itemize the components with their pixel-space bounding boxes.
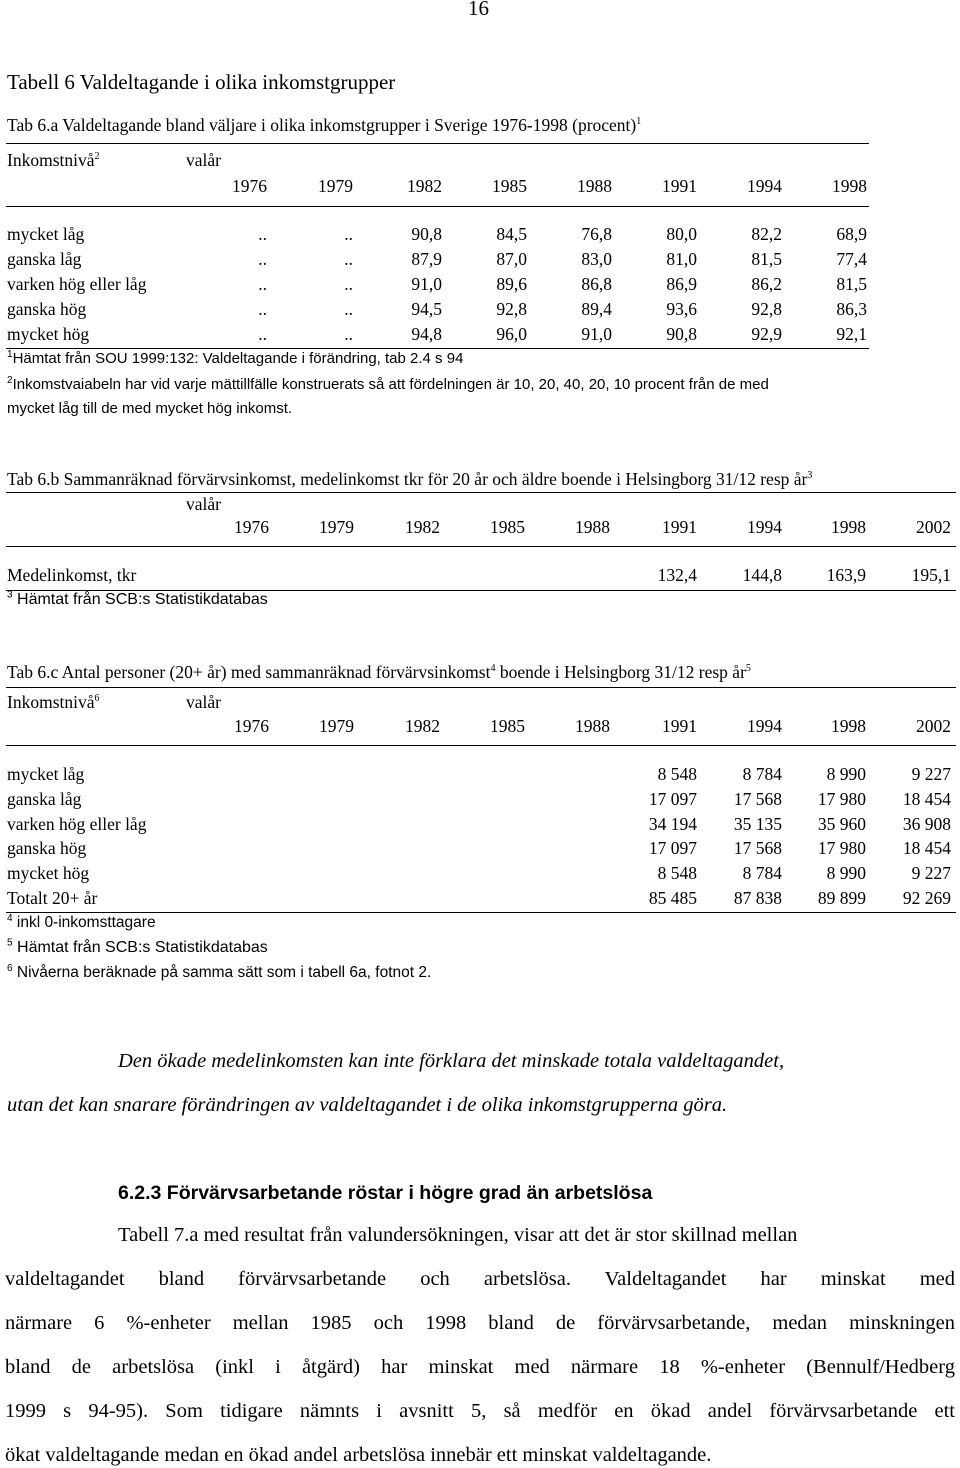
section-title: Tabell 6 Valdeltagande i olika inkomstgrupper: [7, 70, 396, 94]
row-label: varken hög eller låg: [7, 274, 147, 294]
table-cell: ..: [258, 224, 267, 244]
table-cell: 91,0: [581, 324, 612, 344]
table-6a-top-rule: [6, 143, 869, 144]
table-6c-caption: Tab 6.c Antal personer (20+ år) med sammanräknad förvärvsinkomst$^4$ boende i Helsingborg 31/12 resp $år^5$: [7, 662, 751, 682]
row-label: ganska låg: [7, 249, 82, 269]
table-cell: 17 097: [648, 838, 697, 859]
year-header-cell: 1988: [575, 517, 610, 537]
row-label: Totalt 20+ år: [7, 888, 98, 908]
row-label: mycket hög: [7, 863, 90, 884]
table-6b-footnote-3: $^3$ Hämtat från SCB:s Statistikdatabas: [7, 589, 268, 608]
table-cell: ..: [258, 249, 267, 269]
table-6a-col-group: valår: [186, 150, 221, 170]
row-label: Medelinkomst, tkr: [7, 565, 137, 585]
table-cell: 93,6: [666, 299, 697, 319]
page-number: 16: [468, 0, 489, 20]
table-cell: 85 485: [648, 888, 697, 908]
row-label: varken hög eller låg: [7, 813, 147, 834]
year-header-cell: 1994: [747, 176, 782, 196]
table-cell: ..: [258, 299, 267, 319]
year-header-cell: 1994: [747, 517, 782, 537]
table-6c-row-header: Inkomstnivå$^6$: [7, 692, 100, 712]
table-cell: 87 838: [733, 888, 782, 908]
year-header-cell: 1985: [490, 716, 525, 736]
table-cell: 34 194: [648, 813, 697, 834]
body-paragraph-line-6: ökat valdeltagande medan en ökad andel arbetslösa innebär ett minskat valdeltagande.: [5, 1444, 712, 1466]
table-6a-caption: Tab 6.a Valdeltagande bland väljare i olika inkomstgrupper i Sverige 1976-1998 (procent)$^1$: [7, 115, 642, 135]
table-cell: ..: [258, 324, 267, 344]
table-cell: 8 548: [657, 764, 697, 784]
table-cell: 18 454: [902, 788, 951, 809]
year-header-cell: 1979: [319, 517, 354, 537]
year-header-cell: 1998: [831, 716, 866, 736]
table-cell: 77,4: [836, 249, 867, 269]
year-header-cell: 1976: [234, 716, 269, 736]
year-header-cell: 1982: [407, 176, 442, 196]
table-cell: 17 980: [817, 838, 866, 859]
table-cell: 9 227: [911, 863, 951, 884]
table-cell: ..: [258, 274, 267, 294]
italic-paragraph-line-2: utan det kan snarare förändringen av valdeltagandet i de olika inkomstgrupperna göra.: [7, 1094, 728, 1116]
table-6a-footnote-1: $^1$Hämtat från SOU 1999:132: Valdeltagande i förändring, tab 2.4 s 94: [7, 349, 464, 367]
table-cell: 80,0: [666, 224, 697, 244]
table-cell: 89,4: [581, 299, 612, 319]
table-cell: 36 908: [902, 813, 951, 834]
table-cell: 8 990: [826, 764, 866, 784]
table-cell: 163,9: [826, 565, 866, 585]
table-cell: 81,5: [751, 249, 782, 269]
table-cell: 86,2: [751, 274, 782, 294]
year-header-cell: 1982: [405, 716, 440, 736]
table-cell: 92,8: [751, 299, 782, 319]
year-header-cell: 2002: [916, 716, 951, 736]
table-cell: 35 960: [817, 813, 866, 834]
table-cell: 83,0: [581, 249, 612, 269]
table-6c-bottom-rule: [6, 912, 956, 913]
year-header-cell: 1991: [662, 517, 697, 537]
table-6c-footnote-6: $^6$ Nivåerna beräknade på samma sätt som i tabell 6a, fotnot 2.: [7, 962, 432, 981]
row-label: mycket låg: [7, 764, 85, 784]
table-cell: ..: [344, 324, 353, 344]
table-cell: 17 980: [817, 788, 866, 809]
table-cell: ..: [344, 249, 353, 269]
table-cell: 17 568: [733, 788, 782, 809]
italic-paragraph-line-1: Den ökade medelinkomsten kan inte förklara det minskade totala valdeltagandet,: [118, 1050, 785, 1072]
table-cell: 132,4: [657, 565, 697, 585]
table-6a-row-header: Inkomstnivå$^2$: [7, 150, 100, 170]
row-label: ganska låg: [7, 788, 82, 809]
table-cell: 86,8: [581, 274, 612, 294]
table-cell: 18 454: [902, 838, 951, 859]
table-6a-footnote-2-cont: mycket låg till de med mycket hög inkomst.: [7, 400, 293, 417]
table-cell: 92,1: [836, 324, 867, 344]
table-cell: 82,2: [751, 224, 782, 244]
table-cell: 68,9: [836, 224, 867, 244]
table-6b-top-rule: [6, 492, 956, 493]
table-cell: ..: [344, 299, 353, 319]
year-header-cell: 2002: [916, 517, 951, 537]
table-cell: 8 990: [826, 863, 866, 884]
year-header-cell: 1985: [492, 176, 527, 196]
table-cell: 92,8: [496, 299, 527, 319]
table-cell: ..: [344, 274, 353, 294]
row-label: mycket hög: [7, 324, 90, 344]
table-cell: 90,8: [666, 324, 697, 344]
table-cell: 81,5: [836, 274, 867, 294]
table-6b-header-rule: [6, 546, 956, 547]
table-cell: 17 568: [733, 838, 782, 859]
table-6c-header-rule: [6, 745, 956, 746]
table-cell: 91,0: [411, 274, 442, 294]
body-paragraph-line-3: närmare 6 %-enheter mellan 1985 och 1998 bland de förvärvsarbetande, medan minskningen: [5, 1312, 955, 1334]
year-header-cell: 1988: [575, 716, 610, 736]
table-cell: 76,8: [581, 224, 612, 244]
table-cell: 84,5: [496, 224, 527, 244]
table-cell: 17 097: [648, 788, 697, 809]
table-cell: 86,3: [836, 299, 867, 319]
table-6c-top-rule: [6, 687, 956, 688]
table-cell: 92 269: [902, 888, 951, 908]
body-paragraph-line-1: Tabell 7.a med resultat från valundersökningen, visar att det är stor skillnad mellan: [118, 1224, 798, 1246]
row-label: ganska hög: [7, 299, 87, 319]
table-cell: 87,0: [496, 249, 527, 269]
table-6c-col-group: valår: [186, 692, 221, 712]
table-cell: 89,6: [496, 274, 527, 294]
body-paragraph-line-4: bland de arbetslösa (inkl i åtgärd) har minskat med närmare 18 %-enheter (Bennulf/Hedberg: [5, 1356, 955, 1378]
year-header-cell: 1979: [319, 716, 354, 736]
table-cell: 195,1: [911, 565, 951, 585]
table-cell: 90,8: [411, 224, 442, 244]
year-header-cell: 1991: [662, 716, 697, 736]
year-header-cell: 1998: [831, 517, 866, 537]
table-cell: 87,9: [411, 249, 442, 269]
year-header-cell: 1979: [318, 176, 353, 196]
table-cell: 94,8: [411, 324, 442, 344]
table-cell: 35 135: [733, 813, 782, 834]
table-6a-footnote-2: $^2$Inkomstvaiabeln har vid varje mättillfälle konstruerats så att fördelningen är 10, 20, 40, 20, 10 procent från de med: [7, 375, 769, 393]
table-6c-footnote-5: $^5$ Hämtat från SCB:s Statistikdatabas: [7, 937, 268, 956]
year-header-cell: 1982: [405, 517, 440, 537]
table-cell: ..: [344, 224, 353, 244]
year-header-cell: 1976: [232, 176, 267, 196]
table-6a-header-rule: [6, 206, 869, 207]
body-paragraph-line-5: 1999 s 94-95). Som tidigare nämnts i avsnitt 5, så medför en ökad andel förvärvsarbetande ett: [5, 1400, 955, 1422]
table-cell: 8 784: [742, 863, 782, 884]
body-paragraph-line-2: valdeltagandet bland förvärvsarbetande och arbetslösa. Valdeltagandet har minskat med: [5, 1268, 955, 1290]
table-cell: 8 784: [742, 764, 782, 784]
table-cell: 81,0: [666, 249, 697, 269]
table-cell: 92,9: [751, 324, 782, 344]
table-cell: 96,0: [496, 324, 527, 344]
table-6b-caption: Tab 6.b Sammanräknad förvärvsinkomst, medelinkomst tkr för 20 år och äldre boende i Helsingborg 31/12 resp $år^3$: [7, 469, 813, 489]
table-cell: 8 548: [657, 863, 697, 884]
table-6b-col-group: valår: [186, 494, 221, 514]
row-label: mycket låg: [7, 224, 85, 244]
table-6c-footnote-4: $^4$ inkl 0-inkomsttagare: [7, 912, 156, 931]
year-header-cell: 1998: [832, 176, 867, 196]
year-header-cell: 1976: [234, 517, 269, 537]
table-cell: 86,9: [666, 274, 697, 294]
table-cell: 9 227: [911, 764, 951, 784]
subsection-heading: 6.2.3 Förvärvsarbetande röstar i högre grad än arbetslösa: [118, 1182, 653, 1204]
year-header-cell: 1991: [662, 176, 697, 196]
year-header-cell: 1994: [747, 716, 782, 736]
year-header-cell: 1985: [490, 517, 525, 537]
table-cell: 144,8: [742, 565, 782, 585]
row-label: ganska hög: [7, 838, 87, 859]
table-cell: 89 899: [817, 888, 866, 908]
table-cell: 94,5: [411, 299, 442, 319]
table-6a-bottom-rule: [6, 348, 869, 349]
year-header-cell: 1988: [577, 176, 612, 196]
